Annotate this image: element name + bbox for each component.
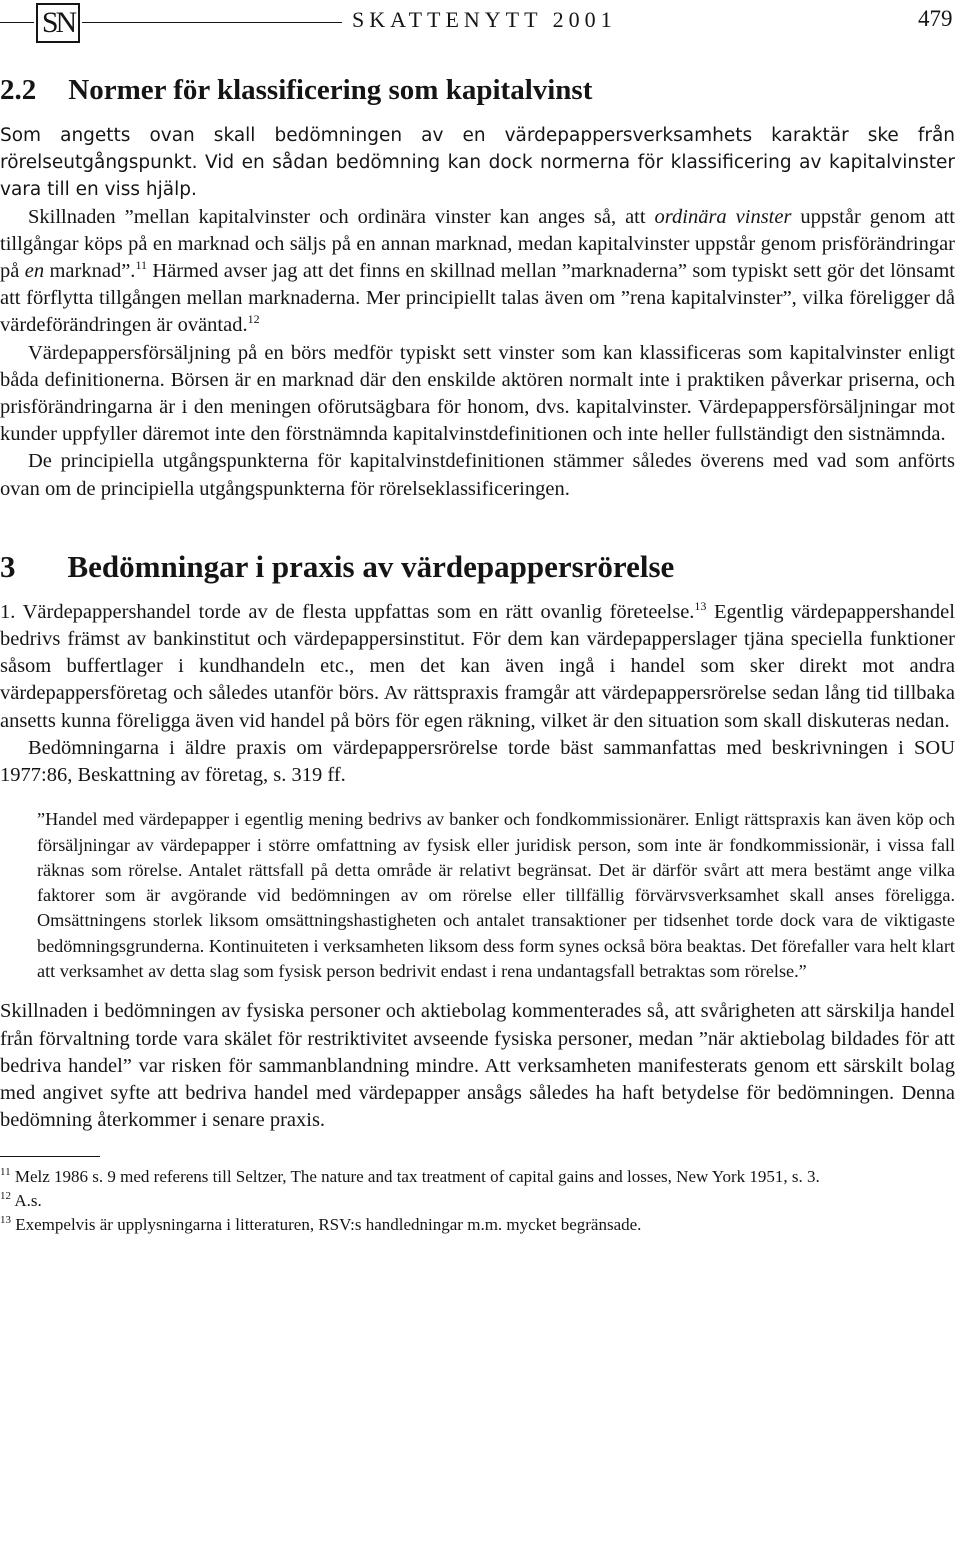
footnote-number: 12 xyxy=(0,1190,11,1203)
paragraph: Värdepappersförsäljning på en börs medför typiskt sett vinster som kan klassificeras som kapitalvinster enligt båda definitionerna. Börsen är en marknad där den enskilde aktören normalt inte i praktiken påverkar priserna, och prisförändringarna är i den meningen oförutsägbara för honom, dvs. kapitalvinster. Värdepappersförsäljningar mot kunder uppfyller däremot inte den förstnämnda kapitalvinstdefinitionen och inte heller fullständigt den sistnämnda. xyxy=(0,341,955,446)
section-title: Bedömningar i praxis av värdepappersrörelse xyxy=(67,548,675,584)
footnotes xyxy=(0,1165,955,1237)
emphasis: en xyxy=(24,260,45,283)
paragraph: Skillnaden i bedömningen av fysiska personer och aktiebolag kommenterades så, att svårigheten att särskilja handel från förvaltning torde vara skälet för restriktivitet avseende fysiska personer, medan ”när aktiebolag bildades för att bedriva handel” var risken för sammanblandning mindre. Att verksamheten manifesterats genom ett särskilt bolag med angivet syfte att bedriva handel med värdepapper ansågs således ha haft betydelse för bedömningen. Denna bedömning återkommer i senare praxis. xyxy=(0,1000,955,1132)
journal-logo: SN xyxy=(36,3,80,43)
section-heading-3 xyxy=(0,547,955,587)
journal-title: SKATTENYTT 2001 xyxy=(352,7,617,32)
section-heading-2-2 xyxy=(0,70,955,110)
emphasis: ordinära vinster xyxy=(654,205,792,228)
section-intro: Som angetts ovan skall bedömningen av en värdepappersverksamhets karaktär ske från rörelseutgångspunkt. Vid en sådan bedömning kan dock normerna för klassificering av kapitalvinster vara till en viss hjälp. xyxy=(0,125,955,201)
paragraph: 1. Värdepappershandel torde av de flesta uppfattas som en rätt ovanlig företeelse.$^{13}$ Egentlig värdepappershandel bedrivs främst av bankinstitut och värdepappersinstitut. För dem kan värdepapperslager tjäna speciella funktioner såsom buffertlager i kundhandeln etc., men det kan även ingå i handel som sker direkt mot andra värdepappersföretag och således utanför börs. Av rättspraxis framgår att värdepappersrörelse sedan lång tid tillbaka ansetts kunna föreligga även vid handel på börs för egen räkning, vilket är den situation som skall diskuteras nedan. xyxy=(0,598,955,732)
section-number: 2.2 xyxy=(0,74,37,106)
footnote-divider xyxy=(0,1156,100,1157)
header-rule-right xyxy=(82,22,342,23)
paragraph: Skillnaden ”mellan kapitalvinster och ordinära vinster kan anges så, att ordinära vinster uppstår genom att tillgångar köps på en marknad och säljs på en annan marknad, medan kapitalvinster uppstår genom prisförändringar på en marknad”.$^{11}$ Härmed avser jag att det finns en skillnad mellan ”marknaderna” som typiskt sett gör det lönsamt att förflytta tillgången mellan marknaderna. Mer principiellt talas även om ”rena kapitalvinster”, vilka föreligger då värdeförändringen är oväntad.$^{12}$ xyxy=(0,205,956,337)
footnote: $^{11}$ Melz 1986 s. 9 med referens till Seltzer, The nature and tax treatment of capital gains and losses, New York 1951, s. 3. xyxy=(0,1166,820,1187)
footnote: $^{13}$ Exempelvis är upplysningarna i litteraturen, RSV:s handledningar m.m. mycket begränsade. xyxy=(0,1214,642,1235)
footnote-number: 11 xyxy=(0,1166,11,1179)
main-text xyxy=(0,70,955,1237)
paragraph: De principiella utgångspunkterna för kapitalvinstdefinitionen stämmer således överens med vad som anförts ovan om de principiella utgångspunkterna för rörelseklassificeringen. xyxy=(0,450,955,500)
section-title: Normer för klassificering som kapitalvinst xyxy=(68,74,593,106)
paragraph: Bedömningarna i äldre praxis om värdepappersrörelse torde bäst sammanfattas med beskrivningen i SOU 1977:86, Beskattning av företag, s. 319 ff. xyxy=(0,736,955,787)
footnote-ref[interactable]: 12 xyxy=(247,312,260,327)
running-header xyxy=(0,0,960,46)
footnote-ref[interactable]: 11 xyxy=(135,258,147,273)
section-number: 3 xyxy=(0,548,16,584)
page-number: 479 xyxy=(918,6,953,31)
header-rule-left xyxy=(0,22,34,23)
block-quote: ”Handel med värdepapper i egentlig mening bedrivs av banker och fondkommissionärer. Enligt rättspraxis kan även köp och försäljningar av värdepapper i större omfattning av fysisk eller juridisk person, som inte är fondkommissionär, i vissa fall räknas som rörelse. Antalet rättsfall på detta område är relativt begränsat. Det är därför svårt att mera bestämt ange vilka faktorer som är avgörande vid bedömningen av om rörelse eller tillfällig förvärvsverksamhet skall anses föreligga. Omsättningens storlek liksom omsättningshastigheten och antalet transaktioner per tidsenhet torde dock vara de viktigaste bedömningsgrunderna. Kontinuiteten i verksamheten liksom dess form synes också böra beaktas. Det förefaller vara helt klart att verksamhet av detta slag som fysisk person bedrivit endast i rena undantagsfall betraktas som rörelse.” xyxy=(37,809,955,982)
footnote-number: 13 xyxy=(0,1214,11,1227)
footnote: $^{12}$ A.s. xyxy=(0,1190,42,1211)
footnote-ref[interactable]: 13 xyxy=(694,598,707,613)
